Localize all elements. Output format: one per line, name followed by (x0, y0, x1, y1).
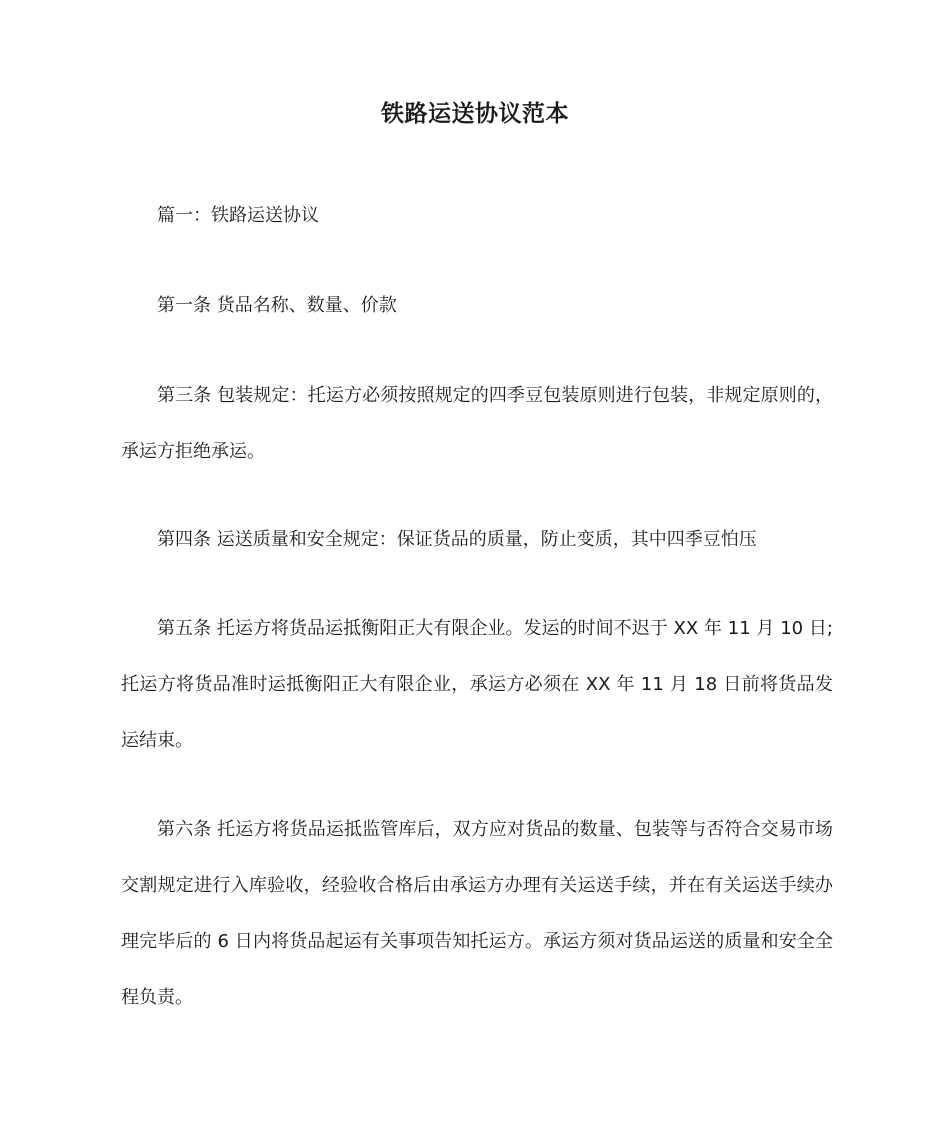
paragraph-article-1: 第一条 货品名称、数量、价款 (157, 295, 397, 316)
paragraph-article-4: 第四条 运送质量和安全规定：保证货品的质量，防止变质，其中四季豆怕压 (157, 529, 757, 550)
paragraph-article-6: 第六条 托运方将货品运抵监管库后，双方应对货品的数量、包装等与否符合交易市场交割规定进行入库验收，经验收合格后由承运方办理有关运送手续，并在有关运送手续办理完毕后的 6 日内将货品起运有关事项告知托运方。承运方须对货品运送的质量和安全全程负责。 (121, 819, 833, 1008)
paragraph-article-3: 第三条 包装规定：托运方必须按照规定的四季豆包装原则进行包装，非规定原则的，承运方拒绝承运。 (121, 385, 833, 462)
paragraph-section-heading: 篇一：铁路运送协议 (157, 205, 319, 226)
paragraph-article-5: 第五条 托运方将货品运抵衡阳正大有限企业。发运的时间不迟于 XX 年 11 月 10 日;托运方将货品准时运抵衡阳正大有限企业，承运方必须在 XX 年 11 月 18 日前将货品发运结束。 (121, 618, 833, 751)
document-title: 铁路运送协议范本 (381, 101, 569, 127)
